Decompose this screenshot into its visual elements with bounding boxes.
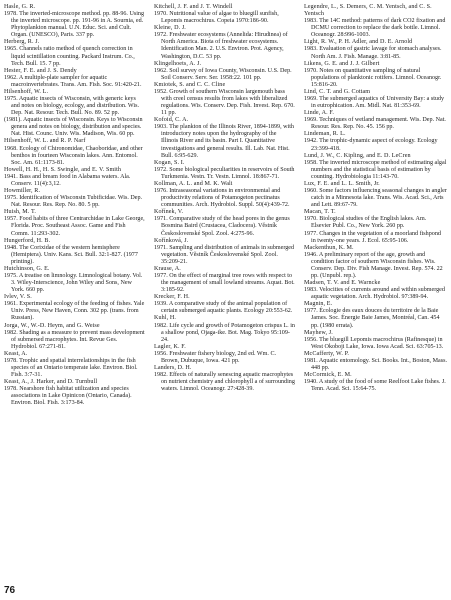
reference-author: Lindeman, R. L.: [304, 131, 346, 138]
reference-entry: 1978. Trophic and spatial interrelationships in the fish species of an Ontario temperate lake. Environ. Biol. Fish. 3:7-31.: [4, 357, 138, 379]
reference-entry: 1982. Life cycle and growth of Potamogeton crispus L. in a shallow pond, Ojaga-ike. Bot. Mag. Tokyo 95:109-24.: [154, 322, 295, 343]
reference-item: [4, 351, 145, 379]
reference-item: [304, 153, 447, 181]
reference-item: [304, 301, 447, 329]
reference-author: Hilsenhoff, W. L. and R. P. Narf: [4, 138, 86, 145]
reference-author: Lux, F. E. and L. L. Smith, Jr.: [304, 180, 380, 187]
reference-author: Kofoid, C. A.: [154, 117, 189, 124]
reference-entry: 1975. Aquatic insects of Wisconsin, with generic keys and notes on biology, ecology, and distribution. Wis. Dep. Nat. Resour. Tech. Bull. No. 89. 52 pp.: [4, 96, 139, 117]
reference-entry: 1977. On the effect of marginal tree rows with respect to the management of small lowland streams. Aquat. Bot. 3:185-92.: [154, 272, 295, 294]
reference-item: [4, 294, 145, 322]
reference-author: Hester, F. E. and J. S. Dendy: [4, 67, 77, 74]
reference-entry: 1978. The inverted-microscope method. pp. 88-96. Using the inverted microscope. pp. 191-96 in A. Sournia, ed. Phytoplankton manual. U.N. Educ. Sci. and Cult. Organ. (UNESCO), Paris. 337 pp.: [4, 11, 145, 39]
reference-author: Keast, A.: [4, 350, 28, 357]
reference-item: [154, 117, 295, 159]
reference-entry: (1981). Aquatic insects of Wisconsin. Keys to Wisconsin genera and notes on biology, distribution and species. Nat. Hist. Counc. Univ. Wis. Madison, Wis. 60 pp.: [4, 117, 143, 138]
reference-entry: 1977. Écologie des eaux douces du territoire de la Baie James. Soc. Énergie Baie James, Montréal, Can. 454 pp. (1980 errata).: [304, 308, 440, 329]
reference-item: [154, 294, 295, 315]
reference-author: Lund, J. W., C. Kipling, and E. D. LeCren: [304, 152, 411, 159]
reference-author: Kollman, A. L. and M. K. Wali: [154, 180, 233, 187]
reference-item: [304, 330, 447, 351]
reference-author: Herberg, R. J.: [4, 39, 40, 46]
reference-item: [4, 323, 145, 351]
reference-item: [304, 61, 447, 89]
reference-entry: 1969. Techniques of wetland management. Wis. Dep. Nat. Resour. Res. Rep. No. 45. 156 pp.: [304, 117, 446, 131]
reference-author: McCormick, E. M.: [304, 372, 352, 379]
reference-item: [154, 365, 295, 393]
reference-entry: 1958. The inverted microscope method of estimating algal numbers and the statistical basis of estimation by counting. Hydrobiologia 11:143-70.: [304, 159, 447, 180]
reference-author: Jorga, W., W.-D. Heym, and G. Weise: [4, 322, 100, 329]
reference-entry: 1942. The trophic-dynamic aspect of ecology. Ecology 23:399-418.: [304, 138, 438, 152]
reference-entry: 1960. Some factors influencing seasonal changes in angler catch in a Minnesota lake. Trans. Wis. Acad. Sci., Arts and Lett. 89:67-79.: [304, 188, 447, 209]
reference-item: [304, 351, 447, 372]
reference-author: Light, R. W., P. H. Adler, and D. E. Arnold: [304, 39, 413, 46]
reference-author: Kořínková, J.: [154, 237, 189, 244]
reference-entry: 1976. Intraseasonal variations in environmental and productivity relations of Potamogeton pectinatus communities. Arch. Hydrobiol. Suppl. 50(4):439-72.: [154, 188, 290, 209]
page-number: 76: [4, 585, 16, 596]
reference-entry: 1941. Bass and bream food in Alabama waters. Ala. Conserv. 11(4):3,12.: [4, 173, 131, 187]
reference-column-left: [4, 4, 145, 407]
reference-author: Lind, C. T. and G. Cottam: [304, 88, 371, 95]
reference-entry: 1983. Evaluation of gastric lavage for stomach analyses. North Am. J. Fish. Manage. 3:81-85.: [304, 46, 442, 60]
reference-item: [304, 181, 447, 209]
reference-author: Madsen, T. V. and E. Warncke: [304, 280, 381, 287]
reference-author: Magnin, E.: [304, 301, 333, 308]
reference-entry: 1948. The Corixidae of the western hemisphere (Hemiptera). Univ. Kans. Sci. Bull. 32:1-827. (1977 printing).: [4, 244, 138, 265]
reference-entry: 1970. Notes on quantitative sampling of natural populations of planktonic rotifers. Limnol. Oceanogr. 15:816-20.: [304, 67, 442, 88]
reference-item: [4, 238, 145, 266]
reference-entry: 1983. Velocities of currents around and within submerged aquatic vegetation. Arch. Hydrobiol. 97:389-94.: [304, 287, 445, 301]
reference-author: Kitchell, J. F. and J. T. Windell: [154, 4, 233, 10]
reference-entry: 1978. Nearshore fish habitat utilization and species associations in Lake Opinicon (Ontario, Canada). Environ. Biol. Fish. 3:173-84.: [4, 386, 132, 407]
reference-author: Hilsenhoff, W. L.: [4, 88, 49, 95]
reference-item: [4, 188, 145, 209]
reference-column-middle: [154, 4, 295, 393]
reference-author: Legendre, L., S. Demers, C. M. Yentsch, and C. S. Yentsch: [304, 4, 432, 18]
reference-item: [304, 372, 447, 393]
reference-item: [304, 89, 447, 110]
reference-author: Hungerford, H. B.: [4, 237, 51, 244]
reference-entry: 1971. Comparative study of the head pores in the genus Bosmina Baird (Crustacea, Cladocera). Věstník Československé Spol. Zool. 4:275-96.: [154, 216, 290, 237]
reference-item: [154, 238, 295, 266]
reference-entry: 1982. Effects of naturally senescing aquatic macrophytes on nutrient chemistry and chlorophyll a of surrounding waters. Limnol. Oceanogr. 27:428-39.: [154, 372, 295, 393]
reference-author: Kuhl, H.: [154, 315, 176, 322]
reference-entry: 1982. Shading as a measure to prevent mass development of submersed macrophytes. Int. Revue Ges. Hydrobiol. 67:271-81.: [4, 329, 145, 350]
reference-author: Huish, M. T.: [4, 209, 36, 216]
reference-entry: 1952. Growth of southern Wisconsin largemouth bass with creel census results from lakes with liberalized regulations. Wis. Conserv. Dep. Fish. Invest. Rep. 670. 11 pp.: [154, 88, 295, 117]
reference-entry: 1972. Some biological peculiarities in reservoirs of South Turkmenia. Vestn. Tr. Vestn. Limnol. 18:867-71.: [154, 166, 295, 180]
reference-author: Mackenthun, K. M.: [304, 244, 354, 251]
reference-item: [154, 181, 295, 209]
reference-author: Krecker, F. H.: [154, 294, 190, 301]
reference-entry: 1972. Freshwater ecosystems (Annelida: Hirudinea) of North America. Biota of freshwater ecosystems. Identification Man. 2. U.S. Environ. Prot. Agency, Washington, D.C. 53 pp.: [154, 32, 288, 60]
reference-author: Kořínek, V.: [154, 209, 184, 216]
reference-entry: 1971. Sampling and distribution of animals in submerged vegetation. Věstník Československé Spol. Zool. 35:209-21.: [154, 244, 295, 265]
reference-author: Howmiller, R.: [4, 188, 41, 195]
reference-author: Likens, G. E. and J. J. Gilbert: [304, 60, 380, 67]
reference-item: [154, 4, 295, 25]
reference-item: [154, 344, 295, 365]
reference-item: [154, 160, 295, 181]
reference-entry: 1969. The submerged aquatics of University Bay: a study in eutrophication. Am. Midl. Nat. 81:353-69.: [304, 96, 445, 110]
reference-entry: 1903. The plankton of the Illinois River, 1894-1899, with introductory notes upon the hydrography of the Illinois River and its basin. Part I. Quantitative investigations and general results. Ill. Lab. Nat. Hist. Bull. 6:95-629.: [154, 124, 294, 159]
reference-author: Howell, H. H., H. S. Swingle, and E. V. Smith: [4, 166, 122, 173]
reference-entry: 1946. A preliminary report of the age, growth and condition factor of southern Wisconsin fishes. Wis. Conserv. Dep. Div. Fish Manage. Invest. Rep. 574. 22 pp. (Unpubl. rep.).: [304, 251, 443, 279]
reference-author: Kleine, D. J.: [154, 25, 186, 32]
reference-item: [154, 209, 295, 237]
reference-entry: 1939. A comparative study of the animal population of certain submerged aquatic plants. Ecology 20:553-62.: [154, 301, 293, 315]
reference-item: [304, 131, 447, 152]
reference-entry: 1962. Soil survey of Iowa County, Wisconsin. U.S. Dep. Soil Conserv. Serv. Ser. 1958:22. 101 pp.: [154, 67, 292, 81]
reference-item: [154, 266, 295, 294]
reference-entry: 1975. A treatise on limnology. Limnological botany. Vol. 3. Wiley-Interscience, John Wiley and Sons, New York. 660 pp.: [4, 272, 143, 294]
reference-author: Keast, A., J. Harker, and D. Turnbull: [4, 379, 98, 386]
reference-author: Landers, D. H.: [154, 364, 192, 371]
reference-entry: 1983. The 14C method: patterns of dark CO2 fixation and DCMU correction to replace the dark bottle. Limnol. Oceanogr. 28:996-1003.: [304, 18, 446, 39]
reference-entry: 1956. The bluegill Lepomis macrochirus (Rafinesque) in West Okoboji Lake, Iowa. Iowa Acad. Sci. 63:705-13.: [304, 336, 444, 350]
reference-item: [154, 61, 295, 82]
reference-entry: 1940. A study of the food of some Reelfoot Lake fishes. J. Tenn. Acad. Sci. 15:64-75.: [304, 379, 446, 393]
reference-author: Hasle, G. R.: [4, 4, 36, 10]
reference-item: [304, 280, 447, 301]
reference-item: [4, 4, 145, 39]
reference-column-right: [304, 4, 447, 393]
reference-author: McCafferty, W. P.: [304, 350, 350, 357]
reference-author: Hutchinson, G. E.: [4, 265, 50, 272]
reference-item: [4, 39, 145, 67]
reference-author: Linde, A. F.: [304, 110, 334, 117]
reference-item: [304, 4, 447, 39]
reference-author: Klingelhoets, A. J.: [154, 60, 202, 67]
reference-entry: 1956. Freshwater fishery biology, 2nd ed. Wm. C. Brown, Dubuque, Iowa. 421 pp.: [154, 350, 277, 364]
reference-author: Kogan, S. I.: [154, 159, 185, 166]
reference-author: Macan, T. T.: [304, 209, 336, 216]
reference-item: [154, 82, 295, 117]
reference-author: Krause, A.: [154, 265, 181, 272]
reference-entry: 1957. Food habits of three Centrarchidae in Lake George, Florida. Proc. Southeast Assoc. Game and Fish Comm. 11:293-302.: [4, 216, 145, 237]
reference-entry: 1970. Nutritional value of algae to bluegill sunfish, Lepomis macrochirus. Copeia 1970:186-90.: [154, 11, 279, 25]
reference-item: [304, 110, 447, 131]
reference-item: [4, 167, 145, 188]
reference-item: [304, 245, 447, 280]
reference-item: [4, 266, 145, 294]
reference-item: [4, 68, 145, 89]
reference-author: Ivlev, V. S.: [4, 294, 32, 301]
reference-item: [4, 379, 145, 407]
reference-entry: 1965. Channels ratio method of quench correction in liquid scintillation counting. Packard Instrum. Co., Tech. Bull. 15. 7 pp.: [4, 46, 135, 67]
reference-item: [154, 25, 295, 60]
reference-item: [4, 209, 145, 237]
reference-entry: 1977. Changes in the vegetation of a moorland fishpond in twenty-one years. J. Ecol. 65:95-106.: [304, 230, 441, 244]
reference-entry: 1968. Ecology of Chironomidae, Chaoboridae, and other benthos in fourteen Wisconsin lakes. Ann. Entomol. Soc. Am. 61:1173-81.: [4, 145, 143, 166]
reference-author: Lagler, K. F.: [154, 343, 186, 350]
reference-author: Mayhew, J.: [304, 329, 333, 336]
reference-item: [4, 138, 145, 166]
reference-entry: 1961. Experimental ecology of the feeding of fishes. Yale Univ. Press, New Haven, Conn. 302 pp. (trans. from Russian).: [4, 301, 145, 322]
reference-item: [304, 39, 447, 60]
reference-entry: 1962. A multiple-plate sampler for aquatic macroinvertebrates. Trans. Am. Fish. Soc. 91:420-21.: [4, 74, 142, 88]
reference-item: [154, 315, 295, 343]
reference-entry: 1970. Biological studies of the English lakes. Am. Elsevier Publ. Co., New York. 260 pp.: [304, 216, 427, 230]
reference-entry: 1975. Identification of Wisconsin Tubificidae. Wis. Dep. Nat. Resour. Res. Rep. No. 80. 5 pp.: [4, 195, 143, 209]
reference-author: Kmiotek, S. and C. C. Cline: [154, 81, 226, 88]
reference-item: [4, 89, 145, 139]
reference-entry: 1981. Aquatic entomology. Sci. Books. Int., Boston, Mass. 448 pp.: [304, 357, 447, 371]
reference-item: [304, 209, 447, 244]
